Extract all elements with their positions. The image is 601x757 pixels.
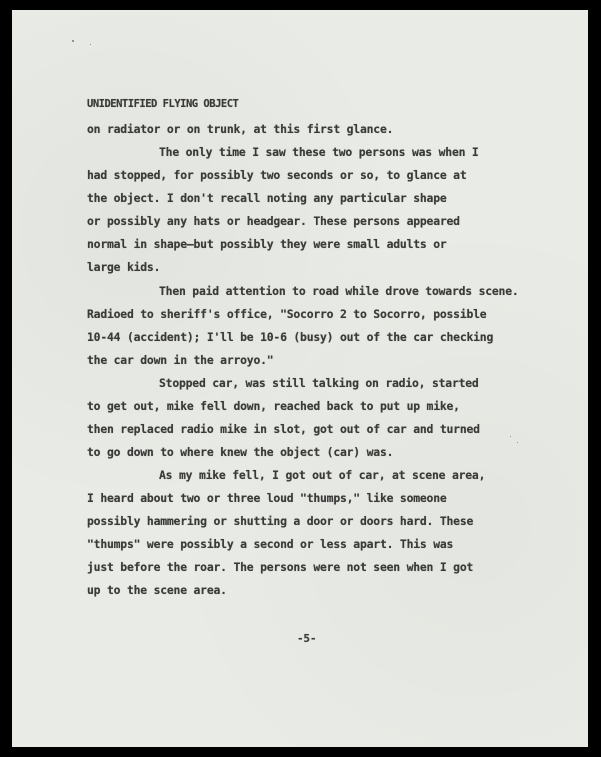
text-line: Then paid attention to road while drove towards scene. xyxy=(159,284,519,298)
text-line: or possibly any hats or headgear. These persons appeared xyxy=(87,214,460,228)
text-line: to get out, mike fell down, reached back to put up mike, xyxy=(87,399,460,413)
text-line: Stopped car, was still talking on radio, started xyxy=(159,376,479,390)
text-line: normal in shape—but possibly they were small adults or xyxy=(87,237,447,251)
text-line: then replaced radio mike in slot, got out of car and turned xyxy=(87,422,480,436)
text-line: had stopped, for possibly two seconds or so, to glance at xyxy=(87,168,467,182)
text-line: 10-44 (accident); I'll be 10-6 (busy) out of the car checking xyxy=(87,330,494,344)
text-line: the car down in the arroyo." xyxy=(87,353,274,367)
paper-speck xyxy=(517,442,518,443)
text-line: "thumps" were possibly a second or less apart. This was xyxy=(87,537,454,551)
page-number: -5- xyxy=(297,632,317,645)
document-page xyxy=(12,10,588,747)
paper-speck xyxy=(72,40,74,42)
text-line: just before the roar. The persons were not seen when I got xyxy=(87,560,474,574)
document-heading: UNIDENTIFIED FLYING OBJECT xyxy=(87,98,239,110)
text-line: The only time I saw these two persons was when I xyxy=(159,145,479,159)
text-line: Radioed to sheriff's office, "Socorro 2 to Socorro, possible xyxy=(87,307,487,321)
text-line: I heard about two or three loud "thumps," like someone xyxy=(87,491,447,505)
text-line: the object. I don't recall noting any particular shape xyxy=(87,191,447,205)
text-line: on radiator or on trunk, at this first glance. xyxy=(87,122,394,136)
text-line: up to the scene area. xyxy=(87,583,227,597)
text-line: possibly hammering or shutting a door or doors hard. These xyxy=(87,514,474,528)
text-line: large kids. xyxy=(87,260,161,274)
text-line: to go down to where knew the object (car) was. xyxy=(87,445,394,459)
paper-speck xyxy=(510,436,511,437)
paper-speck xyxy=(90,44,91,45)
text-line: As my mike fell, I got out of car, at scene area, xyxy=(159,468,486,482)
